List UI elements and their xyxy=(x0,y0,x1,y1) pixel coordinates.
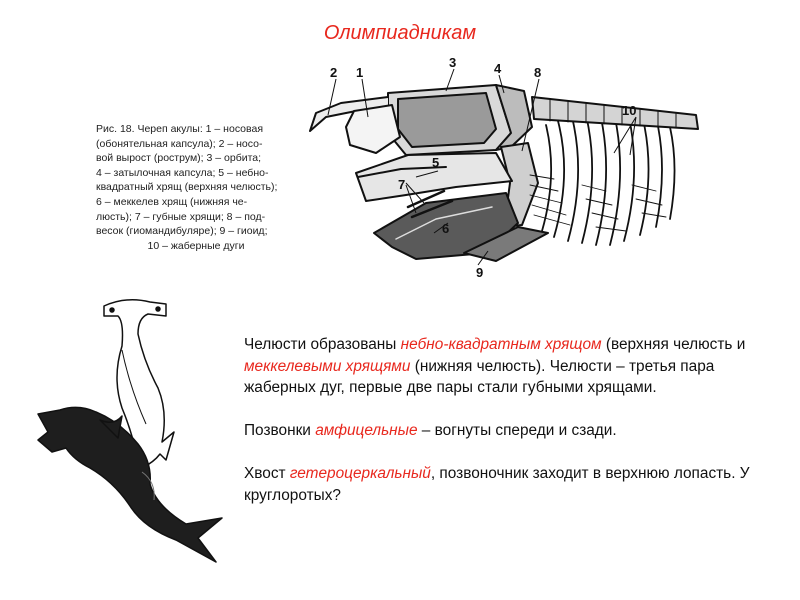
skull-label: 3 xyxy=(449,55,457,70)
skull-label: 8 xyxy=(534,65,542,80)
skull-label: 7 xyxy=(398,177,406,192)
caption-line: (обонятельная капсула); 2 – носо- xyxy=(96,137,263,150)
body-text xyxy=(244,334,774,528)
paragraph-tail xyxy=(244,463,774,506)
hammerhead-sharks-illustration xyxy=(26,292,241,582)
skull-label: 2 xyxy=(330,65,338,80)
highlight-term: гетероцеркальный xyxy=(289,465,431,482)
shark-skull-illustration xyxy=(296,55,706,285)
skull-label: 6 xyxy=(442,221,450,236)
caption-line: 10 – жаберные дуги xyxy=(147,239,245,252)
text-run: (нижняя челюсть). Челюсти – третья пара жаберных дуг, первые две пары стали губными хрящами. xyxy=(244,357,715,396)
highlight-term: амфицельные xyxy=(315,422,418,439)
caption-line: 6 – меккелев хрящ (нижняя че- xyxy=(96,195,248,208)
highlight-term: меккелевыми хрящями xyxy=(244,357,411,375)
figure-caption xyxy=(96,122,296,253)
caption-line: 4 – затылочная капсула; 5 – небно- xyxy=(96,166,269,179)
caption-line: люсть); 7 – губные хрящи; 8 – под- xyxy=(96,210,266,223)
skull-label: 5 xyxy=(432,155,440,170)
skull-label: 10 xyxy=(622,103,637,118)
text-run: Хвост xyxy=(244,465,290,482)
text-run: (верхняя челюсть и xyxy=(601,336,746,353)
caption-line: квадратный хрящ (верхняя челюсть); xyxy=(96,181,278,194)
caption-line: весок (гиомандибуляре); 9 – гиоид; xyxy=(96,225,268,238)
text-run: Позвонки xyxy=(244,422,316,439)
text-run: – вогнуты спереди и сзади. xyxy=(417,422,617,439)
highlight-term: небно-квадратным хрящом xyxy=(400,336,602,353)
vertebral-column xyxy=(532,97,698,129)
gill-arches xyxy=(542,113,675,245)
skull-label: 9 xyxy=(476,265,484,280)
caption-line: вой вырост (рострум); 3 – орбита; xyxy=(96,152,262,165)
skull-label: 1 xyxy=(356,65,364,80)
paragraph-vertebrae xyxy=(244,420,774,442)
text-run: Челюсти образованы xyxy=(244,336,401,353)
paragraph-jaws xyxy=(244,334,774,399)
text-run: , позвоночник заходит в верхнюю лопасть. У круглоротых? xyxy=(244,465,750,504)
nasal-capsule xyxy=(346,105,400,153)
skull-label: 4 xyxy=(494,61,502,76)
slide-title: Олимпиадникам xyxy=(323,22,477,44)
caption-line: Рис. 18. Череп акулы: 1 – носовая xyxy=(96,123,264,135)
